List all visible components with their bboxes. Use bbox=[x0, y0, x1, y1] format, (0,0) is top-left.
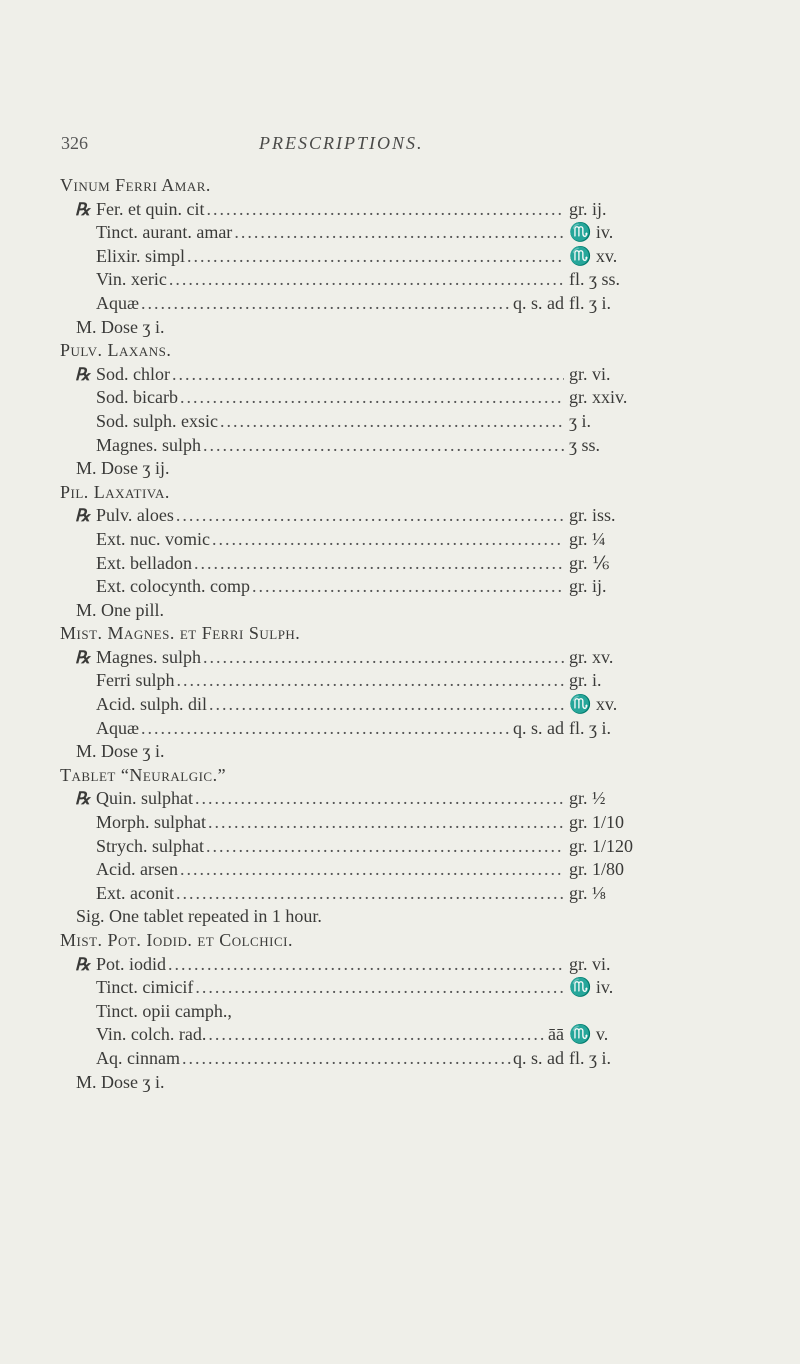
rx-symbol: ℞ bbox=[75, 954, 91, 974]
ingredient-quantity: gr. xxiv. bbox=[569, 387, 628, 408]
prescription-direction: M. One pill. bbox=[76, 599, 164, 620]
ingredient-name: Quin. sulphat bbox=[96, 788, 193, 809]
ingredient-name: Tinct. cimicif bbox=[96, 977, 194, 998]
ingredient-name: Ext. belladon bbox=[96, 552, 192, 573]
ingredient-quantity: gr. vi. bbox=[569, 363, 611, 384]
dot-leader bbox=[195, 787, 564, 811]
ingredient-row bbox=[60, 953, 720, 977]
ingredient-name: Sod. chlor bbox=[96, 363, 170, 384]
ingredient-name: Aq. cinnam bbox=[96, 1047, 180, 1068]
dot-leader bbox=[182, 1047, 511, 1071]
ingredient bbox=[96, 858, 564, 882]
ingredient-quantity: gr. iss. bbox=[569, 505, 616, 526]
ingredient-name: Tinct. opii camph., bbox=[96, 1000, 232, 1021]
prescription-section bbox=[60, 929, 720, 1094]
prescription-section bbox=[60, 174, 720, 339]
dot-leader bbox=[180, 386, 564, 410]
ingredient bbox=[96, 292, 564, 316]
ingredient-row bbox=[60, 976, 720, 1000]
ingredient-row bbox=[60, 646, 720, 670]
ingredient-row bbox=[60, 292, 720, 316]
ingredient-row bbox=[60, 717, 720, 741]
ingredient-name: Vin. colch. rad. bbox=[96, 1024, 207, 1045]
ingredient-quantity: ♏ xv. bbox=[569, 245, 618, 266]
dot-leader bbox=[176, 882, 564, 906]
ingredient-quantity: gr. ij. bbox=[569, 198, 607, 219]
dot-leader bbox=[141, 292, 511, 316]
ingredient-row bbox=[60, 693, 720, 717]
prescription-direction: M. Dose ʒ i. bbox=[76, 316, 165, 337]
prescription-section bbox=[60, 339, 720, 481]
ingredient bbox=[96, 976, 564, 1000]
ingredient-quantity: ♏ v. bbox=[569, 1024, 609, 1045]
prescription-title: Tablet “Neuralgic.” bbox=[60, 764, 227, 785]
ingredient-quantity: gr. 1/80 bbox=[569, 859, 625, 880]
ingredient-row bbox=[60, 198, 720, 222]
ingredient bbox=[96, 1000, 564, 1024]
ingredient-row bbox=[60, 410, 720, 434]
ingredient bbox=[96, 835, 564, 859]
ingredient bbox=[96, 1047, 564, 1071]
dot-leader bbox=[195, 976, 564, 1000]
ingredient-row bbox=[60, 1047, 720, 1071]
prescription-section bbox=[60, 764, 720, 929]
dot-leader bbox=[172, 363, 564, 387]
ingredient-quantity: ♏ iv. bbox=[569, 977, 614, 998]
prescription-section bbox=[60, 481, 720, 623]
ingredient-row bbox=[60, 552, 720, 576]
dot-leader bbox=[176, 504, 564, 528]
ingredient-name: Acid. arsen bbox=[96, 859, 178, 880]
ingredient-row bbox=[60, 386, 720, 410]
prescription-title: Pil. Laxativa. bbox=[60, 481, 170, 502]
dot-leader bbox=[206, 198, 564, 222]
dot-leader bbox=[141, 717, 511, 741]
ingredient-row bbox=[60, 434, 720, 458]
ingredient-row bbox=[60, 268, 720, 292]
ingredient-name: Elixir. simpl bbox=[96, 245, 186, 266]
page-number: 326 bbox=[61, 133, 88, 153]
ingredient-quantity: gr. vi. bbox=[569, 953, 611, 974]
dot-leader bbox=[209, 693, 564, 717]
ingredient bbox=[96, 504, 564, 528]
ingredient-row bbox=[60, 575, 720, 599]
ingredient-quantity: gr. ⅛ bbox=[569, 882, 606, 903]
ingredient bbox=[96, 717, 564, 741]
rx-symbol: ℞ bbox=[75, 506, 91, 526]
ingredient-name: Ext. colocynth. comp bbox=[96, 576, 250, 597]
dot-leader bbox=[234, 221, 564, 245]
ingredient-quantity: ♏ xv. bbox=[569, 694, 618, 715]
ingredient-quantity: gr. ¼ bbox=[569, 528, 606, 549]
dot-leader bbox=[180, 858, 564, 882]
ingredient bbox=[96, 882, 564, 906]
prescription-direction: M. Dose ʒ i. bbox=[76, 741, 165, 762]
ingredient-name: Pot. iodid bbox=[96, 953, 167, 974]
dot-leader bbox=[252, 575, 564, 599]
page-header bbox=[61, 133, 681, 157]
ingredient bbox=[96, 386, 564, 410]
ingredient bbox=[96, 787, 564, 811]
ingredient-quantity: fl. ʒ ss. bbox=[569, 269, 620, 290]
ingredient-name: Magnes. sulph bbox=[96, 434, 201, 455]
ingredient-quantity: gr. ½ bbox=[569, 788, 606, 809]
ingredient-quantity: gr. 1/120 bbox=[569, 835, 634, 856]
ingredient-quantity: ʒ ss. bbox=[569, 434, 600, 455]
ingredient-quantity: gr. 1/10 bbox=[569, 812, 625, 833]
ingredient bbox=[96, 669, 564, 693]
ingredient-row bbox=[60, 882, 720, 906]
rx-symbol: ℞ bbox=[75, 789, 91, 809]
dot-leader bbox=[206, 835, 564, 859]
ingredient-name: Acid. sulph. dil bbox=[96, 694, 207, 715]
prescription-list bbox=[60, 174, 720, 1094]
ingredient-name: Fer. et quin. cit bbox=[96, 198, 205, 219]
prescription-section bbox=[60, 622, 720, 764]
dot-leader bbox=[208, 811, 564, 835]
ingredient-row bbox=[60, 363, 720, 387]
ingredient-qs: q. s. ad bbox=[513, 717, 564, 738]
ingredient-name: Ext. aconit bbox=[96, 882, 174, 903]
ingredient bbox=[96, 552, 564, 576]
prescription-direction: Sig. One tablet repeated in 1 hour. bbox=[76, 906, 322, 927]
ingredient bbox=[96, 528, 564, 552]
ingredient-row bbox=[60, 858, 720, 882]
ingredient-row bbox=[60, 1023, 720, 1047]
ingredient bbox=[96, 198, 564, 222]
ingredient bbox=[96, 953, 564, 977]
dot-leader bbox=[187, 245, 564, 269]
ingredient bbox=[96, 245, 564, 269]
ingredient-name: Ext. nuc. vomic bbox=[96, 528, 210, 549]
ingredient-qs: āā bbox=[548, 1024, 564, 1045]
dot-leader bbox=[220, 410, 564, 434]
dot-leader bbox=[208, 1023, 546, 1047]
dot-leader bbox=[194, 552, 564, 576]
ingredient bbox=[96, 811, 564, 835]
prescription-direction: M. Dose ʒ ij. bbox=[76, 458, 170, 479]
ingredient bbox=[96, 221, 564, 245]
ingredient-name: Morph. sulphat bbox=[96, 812, 206, 833]
ingredient-row bbox=[60, 787, 720, 811]
ingredient-quantity: fl. ʒ i. bbox=[569, 717, 611, 738]
ingredient-qs: q. s. ad bbox=[513, 1047, 564, 1068]
dot-leader bbox=[212, 528, 564, 552]
ingredient-name: Magnes. sulph bbox=[96, 646, 201, 667]
dot-leader bbox=[203, 434, 564, 458]
running-head: PRESCRIPTIONS. bbox=[259, 133, 424, 153]
rx-symbol: ℞ bbox=[75, 199, 91, 219]
ingredient-name: Pulv. aloes bbox=[96, 505, 174, 526]
ingredient-name: Tinct. aurant. amar bbox=[96, 222, 233, 243]
prescription-title: Mist. Magnes. et Ferri Sulph. bbox=[60, 623, 301, 644]
ingredient bbox=[96, 434, 564, 458]
ingredient-name: Vin. xeric bbox=[96, 269, 167, 290]
prescription-title: Pulv. Laxans. bbox=[60, 340, 172, 361]
ingredient-name: Strych. sulphat bbox=[96, 835, 204, 856]
ingredient-row bbox=[60, 835, 720, 859]
ingredient-quantity: gr. i. bbox=[569, 670, 602, 691]
ingredient-name: Ferri sulph bbox=[96, 670, 175, 691]
ingredient bbox=[96, 410, 564, 434]
ingredient-qs: q. s. ad bbox=[513, 292, 564, 313]
rx-symbol: ℞ bbox=[75, 647, 91, 667]
prescription-title: Mist. Pot. Iodid. et Colchici. bbox=[60, 930, 293, 950]
ingredient-row bbox=[60, 245, 720, 269]
ingredient-quantity: fl. ʒ i. bbox=[569, 292, 611, 313]
prescription-title: Vinum Ferri Amar. bbox=[60, 175, 211, 195]
dot-leader bbox=[203, 646, 564, 670]
ingredient-quantity: gr. xv. bbox=[569, 646, 614, 667]
ingredient-name: Sod. sulph. exsic bbox=[96, 410, 219, 431]
ingredient bbox=[96, 693, 564, 717]
ingredient bbox=[96, 268, 564, 292]
dot-leader bbox=[169, 268, 564, 292]
ingredient-quantity: ʒ i. bbox=[569, 410, 591, 431]
ingredient-row bbox=[60, 528, 720, 552]
ingredient-name: Sod. bicarb bbox=[96, 387, 178, 408]
ingredient bbox=[96, 363, 564, 387]
ingredient-row bbox=[60, 669, 720, 693]
ingredient-row bbox=[60, 1000, 720, 1024]
ingredient-row bbox=[60, 504, 720, 528]
ingredient-row bbox=[60, 221, 720, 245]
ingredient-row bbox=[60, 811, 720, 835]
dot-leader bbox=[168, 953, 564, 977]
ingredient bbox=[96, 646, 564, 670]
ingredient-name: Aquæ bbox=[96, 292, 140, 313]
dot-leader bbox=[177, 669, 565, 693]
prescription-direction: M. Dose ʒ i. bbox=[76, 1071, 165, 1092]
ingredient-name: Aquæ bbox=[96, 717, 140, 738]
ingredient-quantity: ♏ iv. bbox=[569, 222, 614, 243]
ingredient bbox=[96, 575, 564, 599]
ingredient-quantity: gr. ij. bbox=[569, 576, 607, 597]
ingredient-quantity: fl. ʒ i. bbox=[569, 1047, 611, 1068]
ingredient-quantity: gr. ⅙ bbox=[569, 552, 610, 573]
rx-symbol: ℞ bbox=[75, 364, 91, 384]
ingredient bbox=[96, 1023, 564, 1047]
